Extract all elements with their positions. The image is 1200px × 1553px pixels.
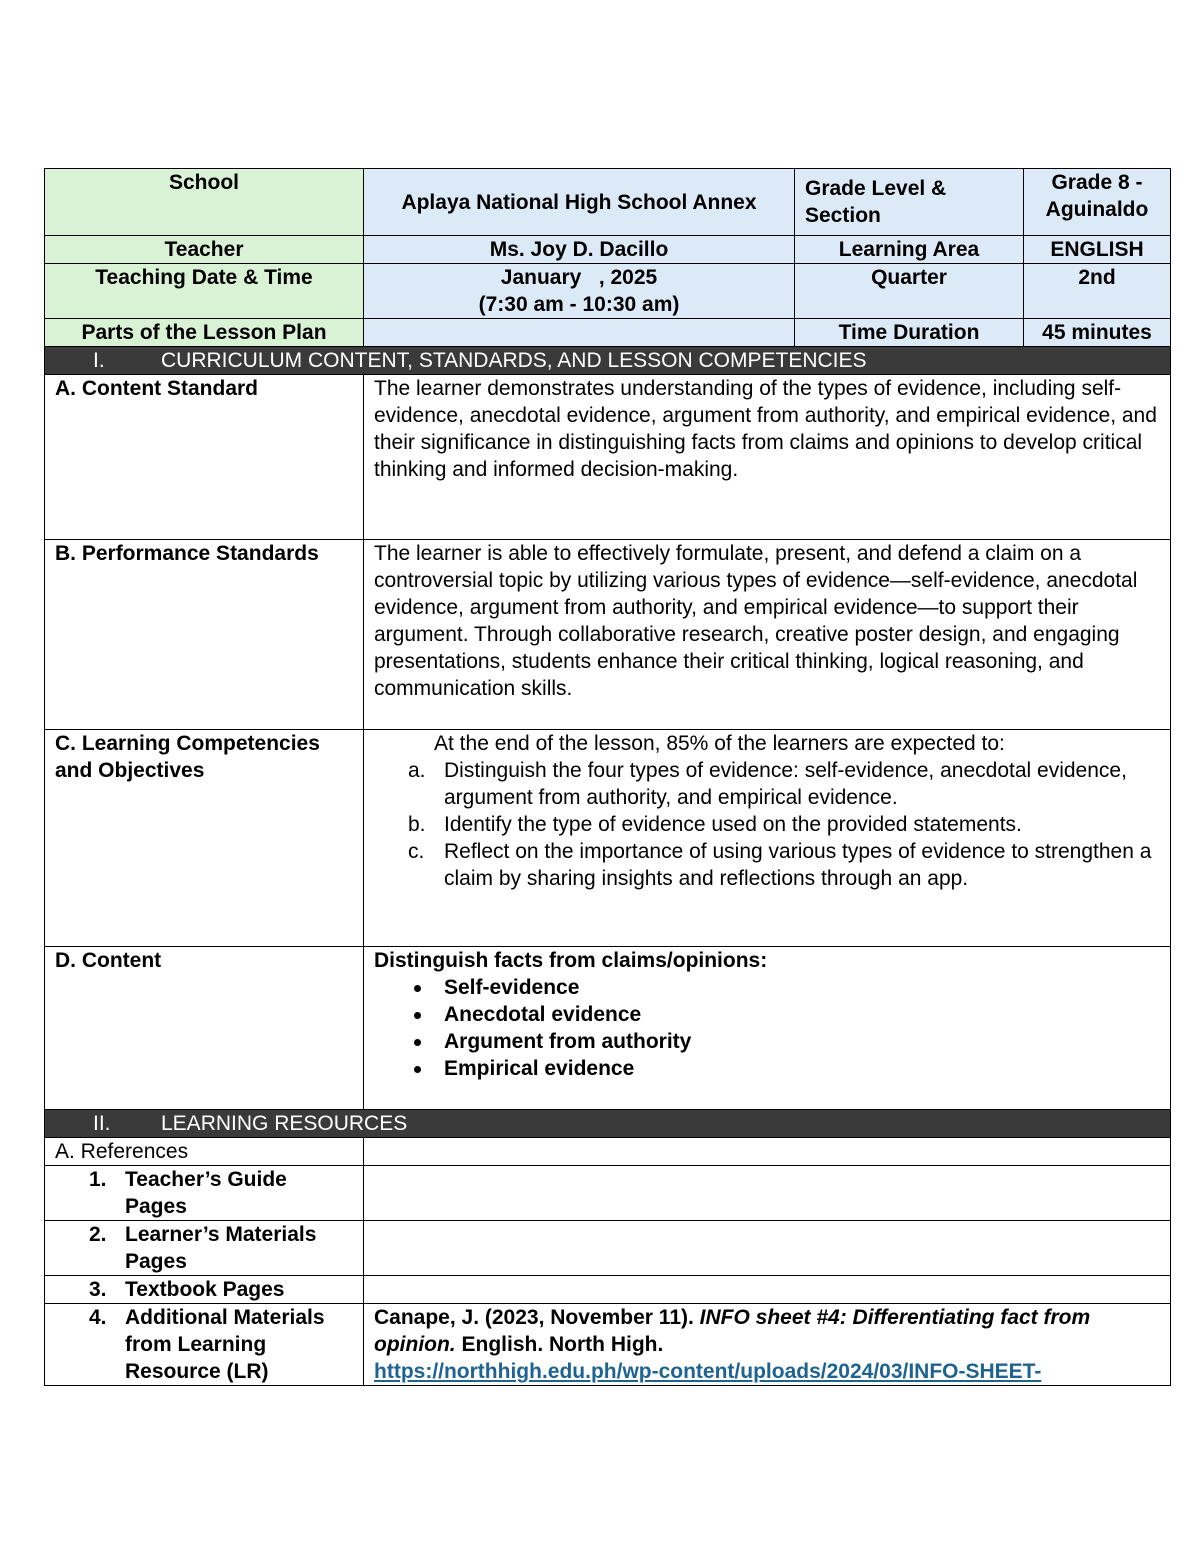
objective-text: Distinguish the four types of evidence: self-evidence, anecdotal evidence, argument from authority, and empirical evidence. [444,759,1127,809]
content-standard-text: The learner demonstrates understanding of the types of evidence, including self-evidence, anecdotal evidence, argument from authority, and empirical evidence, and their significance in distinguishing facts from claims and opinions to develop critical thinking and informed decision-making. [364,375,1171,540]
list-item [374,1028,1160,1055]
duration-label: Time Duration [795,319,1024,347]
content-label: D. Content [45,947,364,1110]
citation-cell [364,1304,1171,1386]
quarter-label: Quarter [795,264,1024,319]
objective-text: Identify the type of evidence used on the provided statements. [444,813,1022,836]
content-heading: Distinguish facts from claims/opinions: [374,949,768,972]
header-row-teacher [45,236,1171,264]
bullet-icon [414,1039,421,1046]
reference-marker: 1. [89,1168,107,1191]
content-standard-row [45,375,1171,540]
references-label: A. References [45,1138,364,1166]
bullet-icon [414,985,421,992]
reference-text: Learner’s Materials Pages [125,1223,317,1273]
date-label: Teaching Date & Time [45,264,364,319]
school-label: School [45,169,364,236]
grade-value: Grade 8 - Aguinaldo [1024,169,1171,236]
section-1-roman: I. [93,349,105,372]
reference-label-cell [45,1166,364,1221]
performance-standards-row [45,540,1171,730]
reference-row [45,1166,1171,1221]
grade-label: Grade Level & Section [795,169,1024,236]
objective-marker: b. [408,813,426,836]
header-row-school [45,169,1171,236]
reference-value-empty [364,1221,1171,1276]
list-item [374,811,1160,838]
competencies-intro: At the end of the lesson, 85% of the learners are expected to: [434,732,1005,755]
references-value-empty [364,1138,1171,1166]
reference-text: Additional Materials from Learning Resource (LR) [125,1306,325,1383]
reference-value-empty [364,1276,1171,1304]
bullet-icon [414,1012,421,1019]
section-2-title-text: LEARNING RESOURCES [161,1112,408,1135]
competencies-label: C. Learning Competencies and Objectives [45,730,364,947]
quarter-value: 2nd [1024,264,1171,319]
section-2-roman: II. [93,1112,111,1135]
reference-text: Teacher’s Guide Pages [125,1168,287,1218]
lesson-plan-table [44,168,1171,1386]
competencies-cell [364,730,1171,947]
content-item-text: Anecdotal evidence [444,1003,642,1026]
list-item [374,838,1160,892]
reference-row [45,1304,1171,1386]
section-1-header [45,347,1171,375]
parts-value-empty [364,319,795,347]
performance-standards-label: B. Performance Standards [45,540,364,730]
list-item [374,974,1160,1001]
content-item-text: Self-evidence [444,976,580,999]
performance-standards-text: The learner is able to effectively formulate, present, and defend a claim on a controversial topic by utilizing various types of evidence—self-evidence, anecdotal evidence, argument from authority, and empirical evidence—to support their argument. Through collaborative research, creative poster design, and engaging presentations, students enhance their critical thinking, logical reasoning, and communication skills. [364,540,1171,730]
time-line: (7:30 am - 10:30 am) [478,293,680,316]
content-list [374,974,1160,1082]
list-item [374,1055,1160,1082]
list-item [55,1304,353,1385]
list-item [55,1166,353,1220]
header-row-parts [45,319,1171,347]
reference-text: Textbook Pages [125,1278,285,1301]
reference-row [45,1221,1171,1276]
teacher-label: Teacher [45,236,364,264]
content-standard-label: A. Content Standard [45,375,364,540]
reference-row [45,1276,1171,1304]
school-value: Aplaya National High School Annex [364,169,795,236]
bullet-icon [414,1066,421,1073]
reference-value-empty [364,1166,1171,1221]
learning-area-value: ENGLISH [1024,236,1171,264]
citation-rest: English. North High. [455,1333,664,1356]
competencies-row [45,730,1171,947]
date-value [364,264,795,319]
duration-value: 45 minutes [1024,319,1171,347]
parts-label: Parts of the Lesson Plan [45,319,364,347]
references-row [45,1138,1171,1166]
citation-link[interactable]: https://northhigh.edu.ph/wp-content/uploads/2024/03/INFO-SHEET- [374,1360,1042,1383]
objective-text: Reflect on the importance of using various types of evidence to strengthen a claim by sharing insights and reflections through an app. [444,840,1152,890]
section-1-title-text: CURRICULUM CONTENT, STANDARDS, AND LESSON COMPETENCIES [161,349,867,372]
content-item-text: Argument from authority [444,1030,692,1053]
reference-marker: 2. [89,1223,107,1246]
objective-marker: c. [408,840,425,863]
citation-title: INFO sheet #4: Differentiating fact from opinion. [374,1306,1091,1356]
reference-marker: 4. [89,1306,107,1329]
content-item-text: Empirical evidence [444,1057,635,1080]
content-cell [364,947,1171,1110]
section-2-title [45,1110,1171,1138]
learning-area-label: Learning Area [795,236,1024,264]
citation-author: Canape, J. (2023, November 11). [374,1306,700,1329]
header-row-date [45,264,1171,319]
list-item [55,1276,353,1303]
reference-label-cell [45,1276,364,1304]
reference-label-cell [45,1304,364,1386]
date-line: January , 2025 [500,266,658,289]
lesson-plan-page [44,168,1170,1386]
objective-marker: a. [408,759,426,782]
reference-label-cell [45,1221,364,1276]
section-2-header [45,1110,1171,1138]
content-row [45,947,1171,1110]
reference-marker: 3. [89,1278,107,1301]
list-item [374,757,1160,811]
list-item [374,1001,1160,1028]
list-item [55,1221,353,1275]
section-1-title [45,347,1171,375]
teacher-value: Ms. Joy D. Dacillo [364,236,795,264]
objectives-list [374,757,1160,892]
